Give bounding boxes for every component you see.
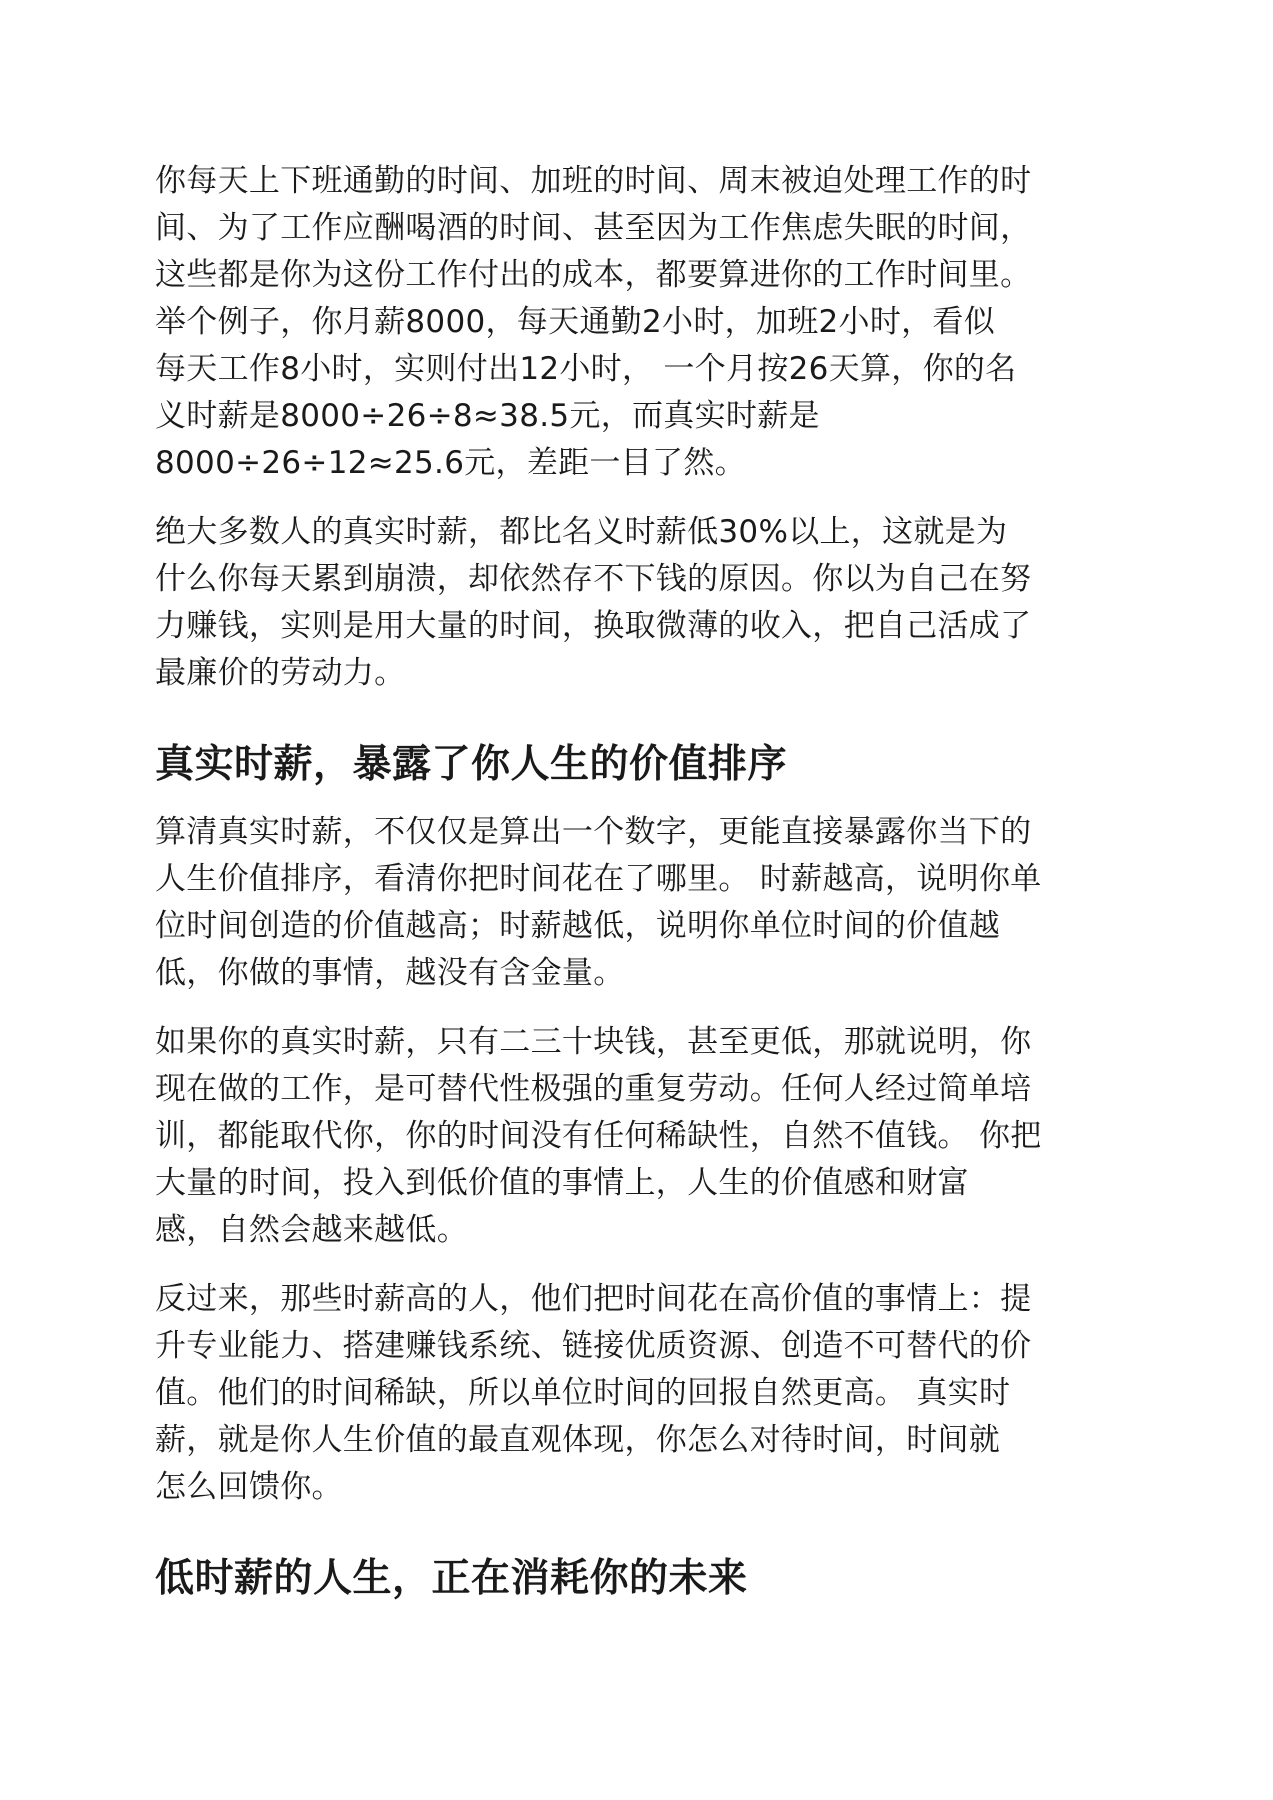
text-line: 最廉价的劳动力。 (155, 655, 406, 691)
text-line: 举个例子，你月薪8000，每天通勤2小时，加班2小时，看似 (155, 304, 996, 340)
text-line: 人生价值排序，看清你把时间花在了哪里。 时薪越高，说明你单 (155, 861, 1042, 897)
paragraph-low-wage-replaceable (155, 1019, 1125, 1254)
paragraph-commute-cost (155, 158, 1125, 487)
text-line: 力赚钱，实则是用大量的时间，换取微薄的收入，把自己活成了 (155, 608, 1032, 644)
text-line: 什么你每天累到崩溃，却依然存不下钱的原因。你以为自己在努 (155, 561, 1032, 597)
paragraph-value-ranking (155, 809, 1125, 997)
text-line: 大量的时间，投入到低价值的事情上，人生的价值感和财富 (155, 1165, 969, 1201)
paragraph-high-wage-people (155, 1276, 1125, 1511)
paragraph-real-wage-lower (155, 509, 1125, 697)
text-line: 升专业能力、搭建赚钱系统、链接优质资源、创造不可替代的价 (155, 1328, 1032, 1364)
text-line: 反过来，那些时薪高的人，他们把时间花在高价值的事情上：提 (155, 1281, 1032, 1317)
text-line: 如果你的真实时薪，只有二三十块钱，甚至更低，那就说明，你 (155, 1024, 1032, 1060)
text-line: 薪，就是你人生价值的最直观体现，你怎么对待时间，时间就 (155, 1422, 1001, 1458)
text-line: 8000÷26÷12≈25.6元，差距一目了然。 (155, 445, 746, 481)
text-line: 位时间创造的价值越高；时薪越低，说明你单位时间的价值越 (155, 908, 1001, 944)
text-line: 低，你做的事情，越没有含金量。 (155, 955, 625, 991)
text-line: 间、为了工作应酬喝酒的时间、甚至因为工作焦虑失眠的时间， (155, 210, 1032, 246)
text-line: 值。他们的时间稀缺，所以单位时间的回报自然更高。 真实时 (155, 1375, 1011, 1411)
text-line: 每天工作8小时，实则付出12小时， 一个月按26天算，你的名 (155, 351, 1017, 387)
text-line: 算清真实时薪，不仅仅是算出一个数字，更能直接暴露你当下的 (155, 814, 1032, 850)
text-line: 怎么回馈你。 (155, 1469, 343, 1505)
text-line: 现在做的工作，是可替代性极强的重复劳动。任何人经过简单培 (155, 1071, 1032, 1107)
text-line: 你每天上下班通勤的时间、加班的时间、周末被迫处理工作的时 (155, 163, 1032, 199)
text-line: 这些都是你为这份工作付出的成本，都要算进你的工作时间里。 (155, 257, 1032, 293)
text-line: 义时薪是8000÷26÷8≈38.5元，而真实时薪是 (155, 398, 820, 434)
text-line: 绝大多数人的真实时薪，都比名义时薪低30%以上，这就是为 (155, 514, 1008, 550)
section-heading-low-wage-life: 低时薪的人生，正在消耗你的未来 (155, 1556, 748, 1601)
text-line: 感，自然会越来越低。 (155, 1212, 468, 1248)
document-page (155, 158, 1125, 1607)
section-heading-value-ranking: 真实时薪，暴露了你人生的价值排序 (155, 742, 788, 787)
text-line: 训，都能取代你，你的时间没有任何稀缺性，自然不值钱。 你把 (155, 1118, 1042, 1154)
